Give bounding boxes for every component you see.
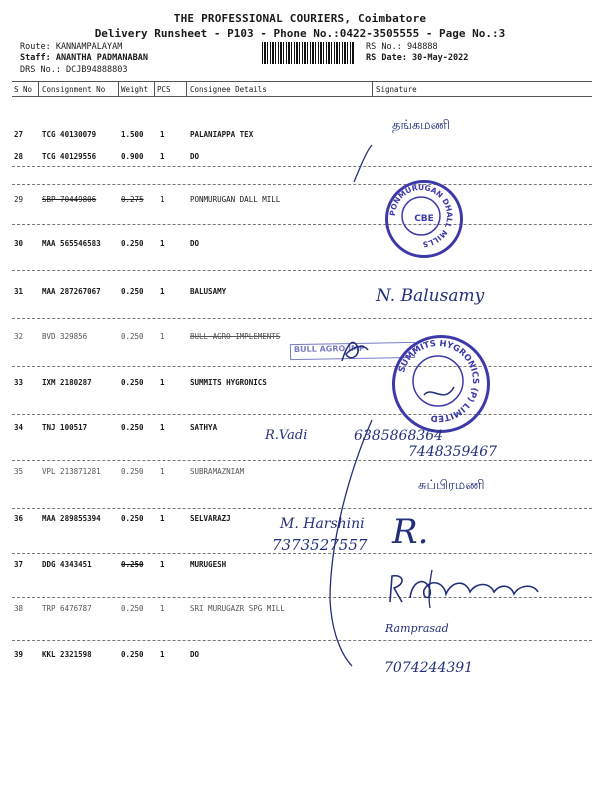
row-consignee: SELVARAZJ bbox=[190, 514, 231, 523]
row-pcs: 1 bbox=[160, 195, 165, 204]
row-weight: 0.250 bbox=[121, 332, 144, 341]
signature-row35: சுப்பிரமணி bbox=[418, 478, 485, 493]
row-sno: 28 bbox=[14, 152, 24, 161]
row-consignee: SUMMITS HYGRONICS bbox=[190, 378, 267, 387]
row-consignment: MAA 287267067 bbox=[42, 287, 101, 296]
row-sno: 34 bbox=[14, 423, 24, 432]
row-consignment: VPL 213871281 bbox=[42, 467, 101, 476]
row-consignment: TRP 6476787 bbox=[42, 604, 92, 613]
row-weight: 0.900 bbox=[121, 152, 144, 161]
row-consignment: TCG 40130079 bbox=[42, 130, 97, 139]
signature-row36: R. bbox=[392, 512, 429, 552]
rs-number: RS No.: 948888 bbox=[366, 42, 438, 52]
row-consignment: DDG 4343451 bbox=[42, 560, 92, 569]
row-consignee: MURUGESH bbox=[190, 560, 227, 569]
row-consignee: BULL AGRO IMPLEMENTS bbox=[190, 332, 281, 341]
row-pcs: 1 bbox=[160, 239, 165, 248]
row-consignment: BVD 329856 bbox=[42, 332, 88, 341]
handwriting-row34-phone2: 7448359467 bbox=[408, 444, 498, 460]
row-sno: 30 bbox=[14, 239, 24, 248]
svg-text:SUMMITS HYGRONICS (P) LIMITED: SUMMITS HYGRONICS (P) LIMITED bbox=[397, 338, 481, 424]
row-consignment: SBP 70449806 bbox=[42, 195, 97, 204]
handwriting-row34-name: R.Vadi bbox=[265, 428, 308, 443]
stamp-center-text: CBE bbox=[414, 214, 434, 224]
drs-label: DRS No.: DCJB94888803 bbox=[20, 65, 128, 75]
route-label: Route: KANNAMPALAYAM bbox=[20, 42, 123, 52]
handwriting-row36-name: M. Harshini bbox=[280, 516, 365, 532]
col-header-sno: S No bbox=[14, 85, 33, 94]
col-header-weight: Weight bbox=[121, 85, 149, 94]
row-pcs: 1 bbox=[160, 467, 165, 476]
row-consignee: DO bbox=[190, 650, 200, 659]
row-pcs: 1 bbox=[160, 130, 165, 139]
row-sno: 39 bbox=[14, 650, 24, 659]
row-pcs: 1 bbox=[160, 287, 165, 296]
handwriting-row36-phone: 7373527557 bbox=[272, 536, 368, 554]
rs-date: RS Date: 30-May-2022 bbox=[366, 53, 469, 63]
row-pcs: 1 bbox=[160, 378, 165, 387]
row-consignee: SRI MURUGAZR SPG MILL bbox=[190, 604, 285, 613]
row-sno: 33 bbox=[14, 378, 24, 387]
row-consignment: MAA 289855394 bbox=[42, 514, 101, 523]
row-consignment: KKL 2321598 bbox=[42, 650, 92, 659]
svg-text:PONMURUGAN DHALL MILLS: PONMURUGAN DHALL MILLS bbox=[387, 182, 455, 250]
handwriting-row39-phone: 7074244391 bbox=[384, 660, 474, 676]
col-header-pcs: PCS bbox=[157, 85, 171, 94]
runsheet-title: Delivery Runsheet - P103 - Phone No.:0422-3505555 - Page No.:3 bbox=[94, 27, 506, 40]
row-consignment: MAA 565546583 bbox=[42, 239, 101, 248]
row-consignee: PONMURUGAN DALL MILL bbox=[190, 195, 281, 204]
row-sno: 31 bbox=[14, 287, 24, 296]
row-sno: 37 bbox=[14, 560, 24, 569]
row-pcs: 1 bbox=[160, 423, 165, 432]
row-weight: 0.275 bbox=[121, 195, 144, 204]
row-pcs: 1 bbox=[160, 332, 165, 341]
staff-label: Staff: ANANTHA PADMANABAN bbox=[20, 53, 148, 63]
row-sno: 29 bbox=[14, 195, 24, 204]
row-weight: 0.250 bbox=[121, 560, 144, 569]
row-weight: 1.500 bbox=[121, 130, 144, 139]
row-pcs: 1 bbox=[160, 560, 165, 569]
row-sno: 32 bbox=[14, 332, 24, 341]
row-consignment: TCG 40129556 bbox=[42, 152, 97, 161]
col-header-signature: Signature bbox=[376, 85, 417, 94]
row-pcs: 1 bbox=[160, 514, 165, 523]
row-sno: 27 bbox=[14, 130, 24, 139]
bull-agro-stamp: BULL AGRO IMP bbox=[290, 342, 415, 360]
row-consignment: IXM 2180287 bbox=[42, 378, 92, 387]
row-sno: 36 bbox=[14, 514, 24, 523]
handwriting-row34-phone1: 6385868364 bbox=[354, 428, 444, 444]
row-weight: 0.250 bbox=[121, 514, 144, 523]
row-consignee: DO bbox=[190, 152, 200, 161]
row-sno: 35 bbox=[14, 467, 24, 476]
row-pcs: 1 bbox=[160, 604, 165, 613]
row-consignee: PALANIAPPA TEX bbox=[190, 130, 254, 139]
row-weight: 0.250 bbox=[121, 467, 144, 476]
row-consignee: BALUSAMY bbox=[190, 287, 227, 296]
row-weight: 0.250 bbox=[121, 604, 144, 613]
company-title: THE PROFESSIONAL COURIERS, Coimbatore bbox=[173, 12, 427, 25]
row-consignment: TNJ 100517 bbox=[42, 423, 88, 432]
signature-row31: N. Balusamy bbox=[376, 286, 485, 306]
row-weight: 0.250 bbox=[121, 287, 144, 296]
col-header-consignee: Consignee Details bbox=[190, 85, 267, 94]
row-sno: 38 bbox=[14, 604, 24, 613]
row-pcs: 1 bbox=[160, 152, 165, 161]
row-weight: 0.250 bbox=[121, 650, 144, 659]
row-weight: 0.250 bbox=[121, 378, 144, 387]
signature-row27: தங்கமணி bbox=[392, 118, 450, 133]
row-weight: 0.250 bbox=[121, 423, 144, 432]
row-pcs: 1 bbox=[160, 650, 165, 659]
row-consignee: DO bbox=[190, 239, 200, 248]
col-header-consignment: Consignment No bbox=[42, 85, 106, 94]
signature-row38: Ramprasad bbox=[385, 622, 449, 635]
row-consignee: SUBRAMAZNIAM bbox=[190, 467, 245, 476]
row-weight: 0.250 bbox=[121, 239, 144, 248]
row-consignee: SATHYA bbox=[190, 423, 218, 432]
